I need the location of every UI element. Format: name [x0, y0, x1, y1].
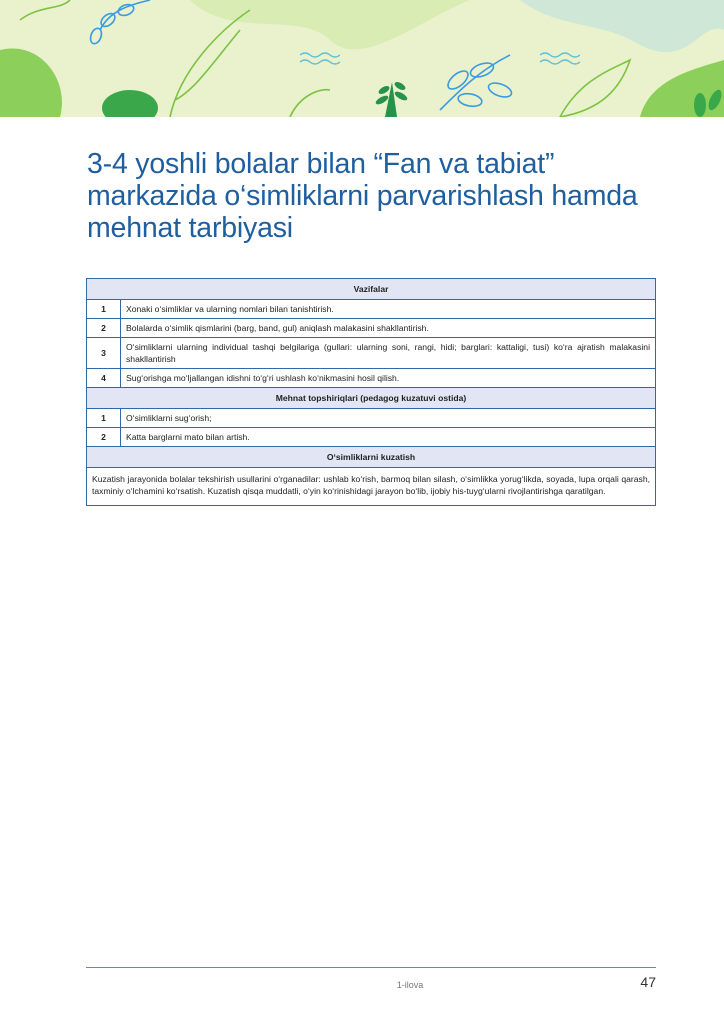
section-header-row — [87, 279, 656, 300]
leaf-pattern-illustration — [0, 0, 724, 117]
tasks-table — [86, 278, 656, 506]
footer-divider — [86, 967, 656, 968]
row-text: Xonaki o‘simliklar va ularning nomlari bilan tanishtirish. — [121, 300, 656, 319]
row-text: Sug‘orishga mo‘ljallangan idishni to‘g‘ri ushlash ko‘nikmasini hosil qilish. — [121, 369, 656, 388]
table-row — [87, 338, 656, 369]
table-row — [87, 468, 656, 506]
blue-fern-right — [440, 55, 513, 110]
table-row — [87, 319, 656, 338]
section-header-row — [87, 388, 656, 409]
section-header-row — [87, 447, 656, 468]
section-header-kuzatish: O‘simliklarni kuzatish — [87, 447, 656, 468]
section-header-mehnat: Mehnat topshiriqlari (pedagog kuzatuvi ostida) — [87, 388, 656, 409]
table-row — [87, 369, 656, 388]
observation-text: Kuzatish jarayonida bolalar tekshirish usullarini o‘rganadilar: ushlab ko‘rish, barmoq bilan silash, o‘simlikka yorug‘likda, soyada, lupa orqali qarash, taxminiy o‘lchamini ko‘rsatish. Kuzatish qisqa muddatli, o‘yin ko‘rinishidagi jarayon bo‘lib, ijobiy his-tuyg‘ularni rivojlantirishga qaratilgan. — [87, 468, 656, 506]
table-row — [87, 409, 656, 428]
table-row — [87, 300, 656, 319]
row-text: Katta barglarni mato bilan artish. — [121, 428, 656, 447]
blue-fern-left — [89, 0, 150, 45]
row-number: 2 — [87, 319, 121, 338]
green-blob-left — [0, 48, 62, 117]
table-row — [87, 428, 656, 447]
page-number: 47 — [640, 974, 656, 990]
row-number: 2 — [87, 428, 121, 447]
row-number: 4 — [87, 369, 121, 388]
row-text: Bolalarda o‘simlik qismlarini (barg, band, gul) aniqlash malakasini shakllantirish. — [121, 319, 656, 338]
wave-lines — [300, 53, 580, 64]
page-title: 3-4 yoshli bolalar bilan “Fan va tabiat” markazida o‘simliklarni parvarishlash hamda mehnat tarbiyasi — [87, 148, 638, 244]
light-green-blob — [190, 0, 470, 49]
appendix-label: 1-ilova — [396, 980, 424, 990]
row-number: 3 — [87, 338, 121, 369]
dark-fern — [374, 80, 408, 117]
row-text: O‘simliklarni ularning individual tashqi belgilariga (gullari: ularning soni, rangi, hidi; barglari: kattaligi, tusi) ko‘ra ajratish malakasini shakllantirish — [121, 338, 656, 369]
dark-green-blob — [102, 90, 158, 117]
mint-blob — [520, 0, 724, 52]
section-header-vazifalar: Vazifalar — [87, 279, 656, 300]
row-number: 1 — [87, 300, 121, 319]
row-text: O‘simliklarni sug‘orish; — [121, 409, 656, 428]
decorative-banner — [0, 0, 724, 117]
row-number: 1 — [87, 409, 121, 428]
